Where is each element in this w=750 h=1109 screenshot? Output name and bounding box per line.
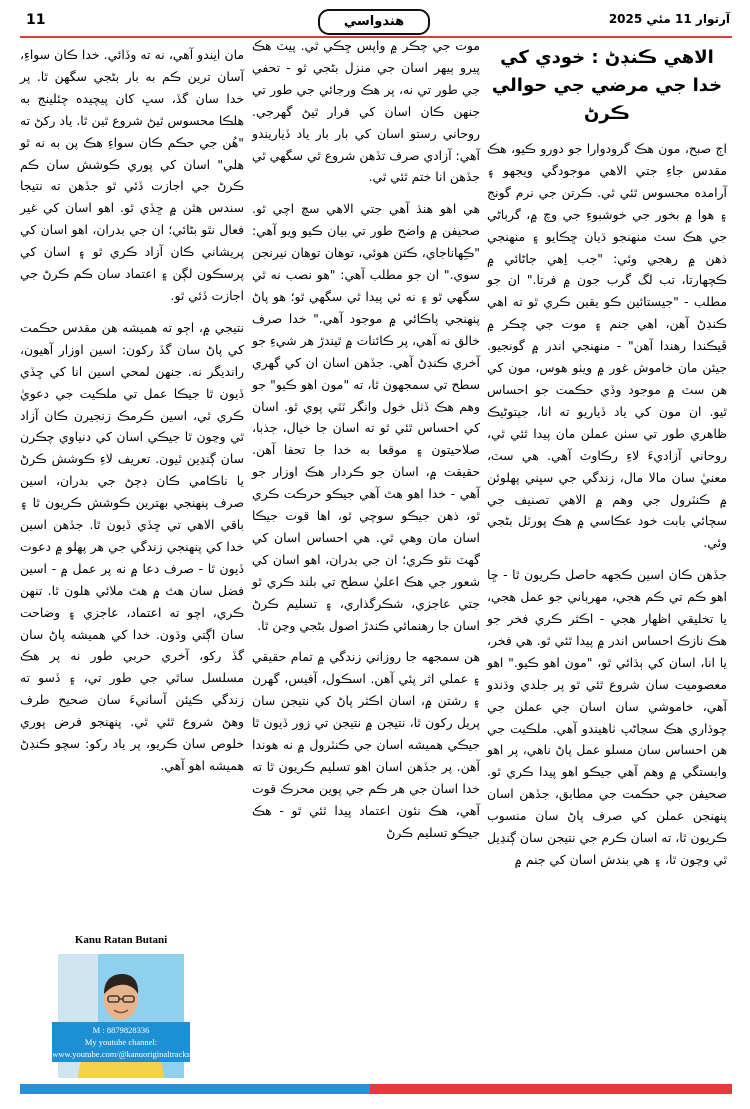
paragraph: هن سمجهه جا روزاني زندگي ۾ تمام حقيقي ۽ عملي اثر پئي آهن. اسڪول، آفيس، گهرن ۽ رشتن ۾، اسان اڪثر پاڻ کي نتيجن سان پريل رکون ٿا، نتيجن ۾ نتيجن تي زور ڏيون ٿا جيڪي هميشه اسان جي ڪنٽرول ۾ نه هوندا آهن. پر جڏهن اسان اهو تسليم ڪريون ٿا ته خدا اسان جي هر ڪم جي پوين محرڪ قوت آهي، هڪ نئون اعتماد پيدا ٿئي ٿو - هڪ جيڪو تسليم ڪرڻ xyxy=(252,649,480,840)
issue-date: آرتوار 11 مئي 2025 xyxy=(608,12,730,26)
youtube-link[interactable]: www.youtube.com/@kanuoriginaltracks xyxy=(52,1049,190,1059)
paragraph: جڏهن ڪان اسين ڪجهه حاصل ڪريون ٿا - ڇا اهو ڪم تي ڪم هجي، مهرباني جو عمل هجي، يا تخليقي اظهار هجي - اڪثر ڪري فخر جو هڪ نازڪ احساس اندر ۾ پيدا ٿئي ٿو. هي فخر، يا انا، اسان کي ٻڌائي ٿو، "مون اهو ڪيو." اهو معصوميت سان شروع ٿئي ٿو پر جلدي وڌندو آهي، خاموشي سان اسان جي عملن جي چوڌاري هڪ سڃاڻپ ٺاهيندو آهي. ملڪيت جي هن احساس سان مسلو عمل پاڻ ناهي، پر اهو وابستگي ۾ وهم آهي جيڪو اهو پيدا ڪري ٿو. صحيفن جي حڪمت جي مطابق، جڏهن اسان پنهنجن عملن کي صرف پاڻ سان منسوب ڪريون ٿا، ته اسان ڪرم جي نتيجن سان ڳنڍيل ٿي وڃون ٿا، ۽ هي بندش اسان کي جنم ۾ xyxy=(487,567,727,867)
author-name: Kanu Ratan Butani xyxy=(74,934,168,946)
author-caption xyxy=(52,1022,190,1062)
paragraph: نتيجي ۾، اڄو ته هميشه هن مقدس حڪمت کي پاڻ سان گڏ رکون: اسين اوزار آهيون، رانديگر نه. جنهن لمحي اسين انا کي ڇڏي ڏيون ٿا جيڪا عمل تي ملڪيت جي دعويٰ ڪري ٿي، اسين ڪرمڪ زنجيرن ڪان آزاد ٿي وڃون ٿا جيڪي اسان کي دنياوي چڪرن سان ڳنڍين ٿيون. تعريف لاءِ ڪوشش ڪرڻ يا ناڪامي ڪان ڊڄڻ جي بدران، اسين صرف پنهنجي بهترين ڪوشش ڪريون ٿا ۽ باقي الاهي تي ڇڏي ڏيون ٿا. جڏهن اسين خدا کي پنهنجي زندگي جي هر پهلو ۾ دعوت ڏيون ٿا - صرف دعا ۾ نه پر عمل ۾ - اسين فضل سان هٿ ۾ هٿ ملائي هلون ٿا. تنهن ڪري، اچو ته اعتماد، عاجزي ۽ وضاحت سان اڳتي وڌون. خدا کي هميشه پاڻ سان گڏ رکو، آخري حربي طور نه پر هڪ مسلسل ساٿي جي طور تي، ۽ ڏسو ته زندگي ڪيئن آسانيءَ سان صحيح طرف وهڻ شروع ٿئي ٿي. پنهنجو فرض پوري خلوص سان ڪريو، پر ياد رکو: سچو ڪنڊڻ هميشه اهو آهي. xyxy=(20,319,244,773)
author-phone: M : 8879828336 xyxy=(92,1025,150,1035)
youtube-label: My youtube channel: xyxy=(84,1037,158,1047)
paragraph: اڄ صبح، مون هڪ گرودوارا جو دورو ڪيو، هڪ مقدس جاءِ جتي الاهي موجودگي ويجهو ۽ آرامده محسوس ٿئي ٿي. ڪرتن جي نرم گونج ۽ هوا ۾ بخور جي خوشبوءِ جي وچ ۾، گرباڻي جي هڪ سٽ منهنجو ڌيان ڇڪايو ۽ منهنجي ذهن ۾ رهجي وئي: "جب اِهي جاڻائي ۾ ڪچهارتا، تب لگ گرب جون ۾ فرتا." ان جو مطلب - "جيستائين ڪو يقين ڪري ٿو ته اهي ڪنڊڻ آهن، اهي جنم ۽ موت جي چڪر ۾ ڦيڪندا رهندا آهن" - منهنجي اندر ۾ گونجيو. جيئن مان خاموش غور ۾ ويٺو هوس، مون کي هن سٽ ۾ موجود وڏي حڪمت جو احساس ٿيو. ان مون کي ياد ڏياريو ته انا، جيتوڻيڪ ظاهري طور تي سٺن عملن مان پيدا ٿئي ٿي، روحاني آزاديءَ لاءِ رڪاوٽ آهي. هي سٽ، معنيٰ سان مالا مال، زندگي جي سڀني پهلوئن ۾ ڪنٽرول جي وهم ۾ الاهي تصنيف جي سچائي بابت خود عڪاسي ۾ هڪ پورٽل بڻجي وئي. xyxy=(487,141,727,551)
paragraph: مان ايندو آهي، نه ته وڏائي. خدا ڪان سواءِ، آسان ترين ڪم به بار بڻجي سگهن ٿا. پر خدا سان گڏ، سڀ کان پيچيده چئلينج به هلڪا محسوس ٿيڻ شروع ٿين ٿا. ياد رکڻ ته "هُن جي حڪم ڪان سواءِ هڪ پن به نه ٿو هلي" اسان کي پوري ڪوشش سان ڪم ڪرڻ جي اجازت ڏئي ٿو جڏهن ته نتيجا سندس هٿن ۾ ڇڏي ٿو. اهو اسان کي غير فعال نٿو بڻائي؛ ان جي بدران، اهو اسان کي پريشاني ڪان آزاد ڪري ٿو ۽ اسان کي پرسڪون لڳن ۽ اعتماد سان ڪم ڪرڻ جي اجازت ڏئي ٿو. xyxy=(20,47,244,303)
column-middle xyxy=(252,35,480,854)
column-right xyxy=(487,44,727,881)
article-title: الاهي ڪنڊڻ : خودي کي خدا جي مرضي جي حوالي ڪرڻ xyxy=(491,47,723,124)
newspaper-masthead: هندواسي xyxy=(318,9,430,35)
footer-bar xyxy=(20,1084,732,1094)
footer-bar-blue xyxy=(20,1084,370,1094)
page-header xyxy=(0,0,750,38)
paragraph: هي اهو هنڌ آهي جتي الاهي سچ اچي ٿو. صحيفن ۾ واضح طور تي بيان ڪيو ويو آهي: "ڪِهاناجاي، ڪتن هوئي، توهان توهان نيرنجن سوي." ان جو مطلب آهي: "هو نصب نه ٿي سگهي ٿو ۽ نه ئي پيدا ٿي سگهي ٿو؛ هو پاڻ پنهنجي پاڪائي ۾ موجود آهي." خدا صرف خالق نه آهي، پر ڪائنات ۾ ٿيندڙ هر شيءِ جو آخري ڪنڊڻ آهي. جڏهن اسان ان کي گهري سطح تي سمجهون ٿا، ته "مون اهو ڪيو" جو وهم هڪ ڏٺل خول وانگر ٽٽي پوي ٿو. اسان کي احساس ٿئي ٿو ته اسان جا خيال، جذبا، صلاحيتون ۽ موقعا به خدا جا تحفا آهن. حقيقت ۾، اسان جو ڪردار هڪ اوزار جو آهي - خدا اهو هٿ آهي جيڪو حرڪت ڪري ٿو، ذهن جيڪو سوچي ٿو، اها قوت جيڪا اسان مان وهي ٿي. هي احساس اسان کي گهٽ نٿو ڪري؛ ان جي بدران، اهو اسان کي شعور جي هڪ اعليٰ سطح تي بلند ڪري ٿو جتي عاجزي، شڪرگذاري، ۽ تسليم ڪرڻ اسان جا رهنمائي ڪندڙ اصول بڻجي وڃن ٿا. xyxy=(252,201,480,633)
paragraph: موت جي چڪر ۾ واپس ڇڪي ٿي. پيٽ هڪ پيرو ٻيهر اسان جي منزل بڻجي ٿو - تحفي جي طور تي نه، پر هڪ ورجائي جي طور تي جنهن ڪان اسان کي فرار ٿيڻ گهرجي. روحاني رستو اسان کي بار بار ياد ڏياريندو آهي: آزادي صرف تڏهن شروع ٿي سگهي ٿي جڏهن انا ختم ٿئي ٿي. xyxy=(252,38,480,185)
page-number: 11 xyxy=(26,12,46,28)
footer-bar-red xyxy=(370,1084,732,1094)
column-left xyxy=(20,44,244,787)
